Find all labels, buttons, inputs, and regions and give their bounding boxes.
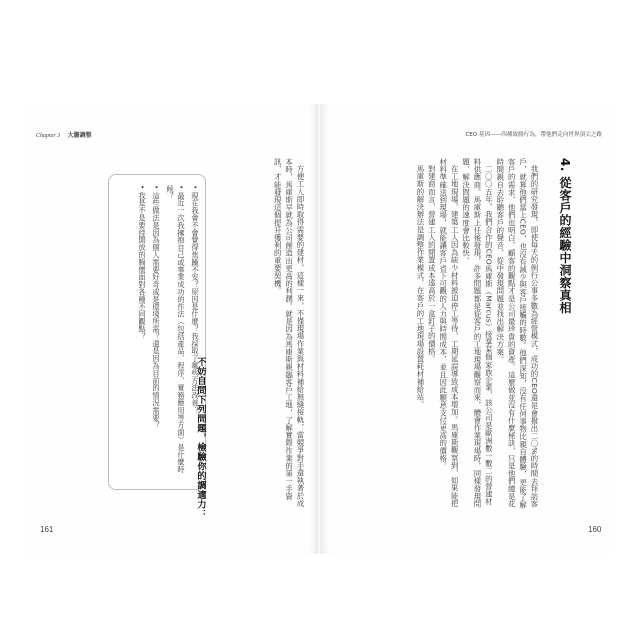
right-body-text [330, 158, 540, 510]
running-head-left [36, 130, 92, 139]
question-item: • 這些做法是因為個人需要好奇或是環境所需？還是因為目前的情況需要？ [151, 185, 162, 481]
question-item: • 最近一次我擁抱自己或事業成功的作法（包括產品、程序、實務應用等方面）是什麼時候？ [165, 185, 187, 481]
paragraph: 二〇〇五年，我們合作的CEO馬庫斯（Marcus）接掌某個家族企業，該公司是歐洲數一數二的營建材料供應商。馬庫斯上任後發現，許多問題都是從客戶的工地現場觀察而來，體會作業現場時，同樣發現問題、解決問題的速度會比較快。 [461, 158, 494, 508]
question-item: • 現在我會不會覺得焦躁不安？原因是什麼？我採取了哪些方法改善？ [190, 185, 201, 481]
left-body-text [214, 158, 306, 510]
running-head-right: CEO 基因——四種致勝行為，帶他們走向世界頂尖之路 [465, 132, 602, 138]
question-box [108, 174, 206, 519]
section-heading: 4. 從客戶的經驗中洞察真相 [558, 158, 572, 315]
paragraph: 我們的研究發現，即使每天的例行公事多數為經營模式，成功的CEO還是會撥出二〇%的時間去拜訪客戶，就算他們當上CEO，也沒有減少與客戶接觸的時數。他們深知，沒有任何事物比親自體驗，更能了解客戶的需求，他們也明白，顧客的觀點才是公司最珍貴的資產。這麼做並沒有什麼秘訣，只是他們總是花時間親自去聆聽客戶的聲音，從中發現問題並找出解決方案。 [495, 158, 539, 509]
paragraph: 方便工人即時取得需要的建材，這樣一來，不僅現場作業與材料補給無縫接軌，當競爭對手還執著於成本時，馬庫斯早就為公司創造出更高的利潤。就是因為馬庫斯親臨客戶工地，了解實際作業的第一手資訊，才能發現這個提升獲利的重要契機。 [273, 158, 305, 508]
question-list [137, 185, 201, 481]
paragraph: 馬庫斯的解決辦法是調整作業模式，在客戶的工地現場設置耗材補給站。 [415, 165, 425, 409]
question-box-heading: 不妨自問下列問題，檢驗你的調適力： [195, 357, 206, 519]
page-number-right: 160 [588, 525, 602, 534]
question-item: • 我是不是要持開放的胸懷面對各種不同觀點？ [137, 185, 148, 481]
question-list-container [115, 185, 201, 481]
paragraph: 對建商而言，營建工人的閒置成本遠高於一盒釘子的價格。 [427, 165, 437, 363]
chapter-title: 大膽調整 [67, 132, 92, 139]
page-number-left: 161 [40, 525, 54, 534]
chapter-label: Chapter 3 [36, 133, 61, 139]
paragraph: 在工地現場，建築工人因為缺少材料被迫停工等待，工期延誤導致成本增加。馬庫斯觀察到，如果能把材料準確送到現場，就能讓客戶省下可觀的人力與時間成本，並且因此願意支付更高的價格。 [438, 158, 460, 508]
